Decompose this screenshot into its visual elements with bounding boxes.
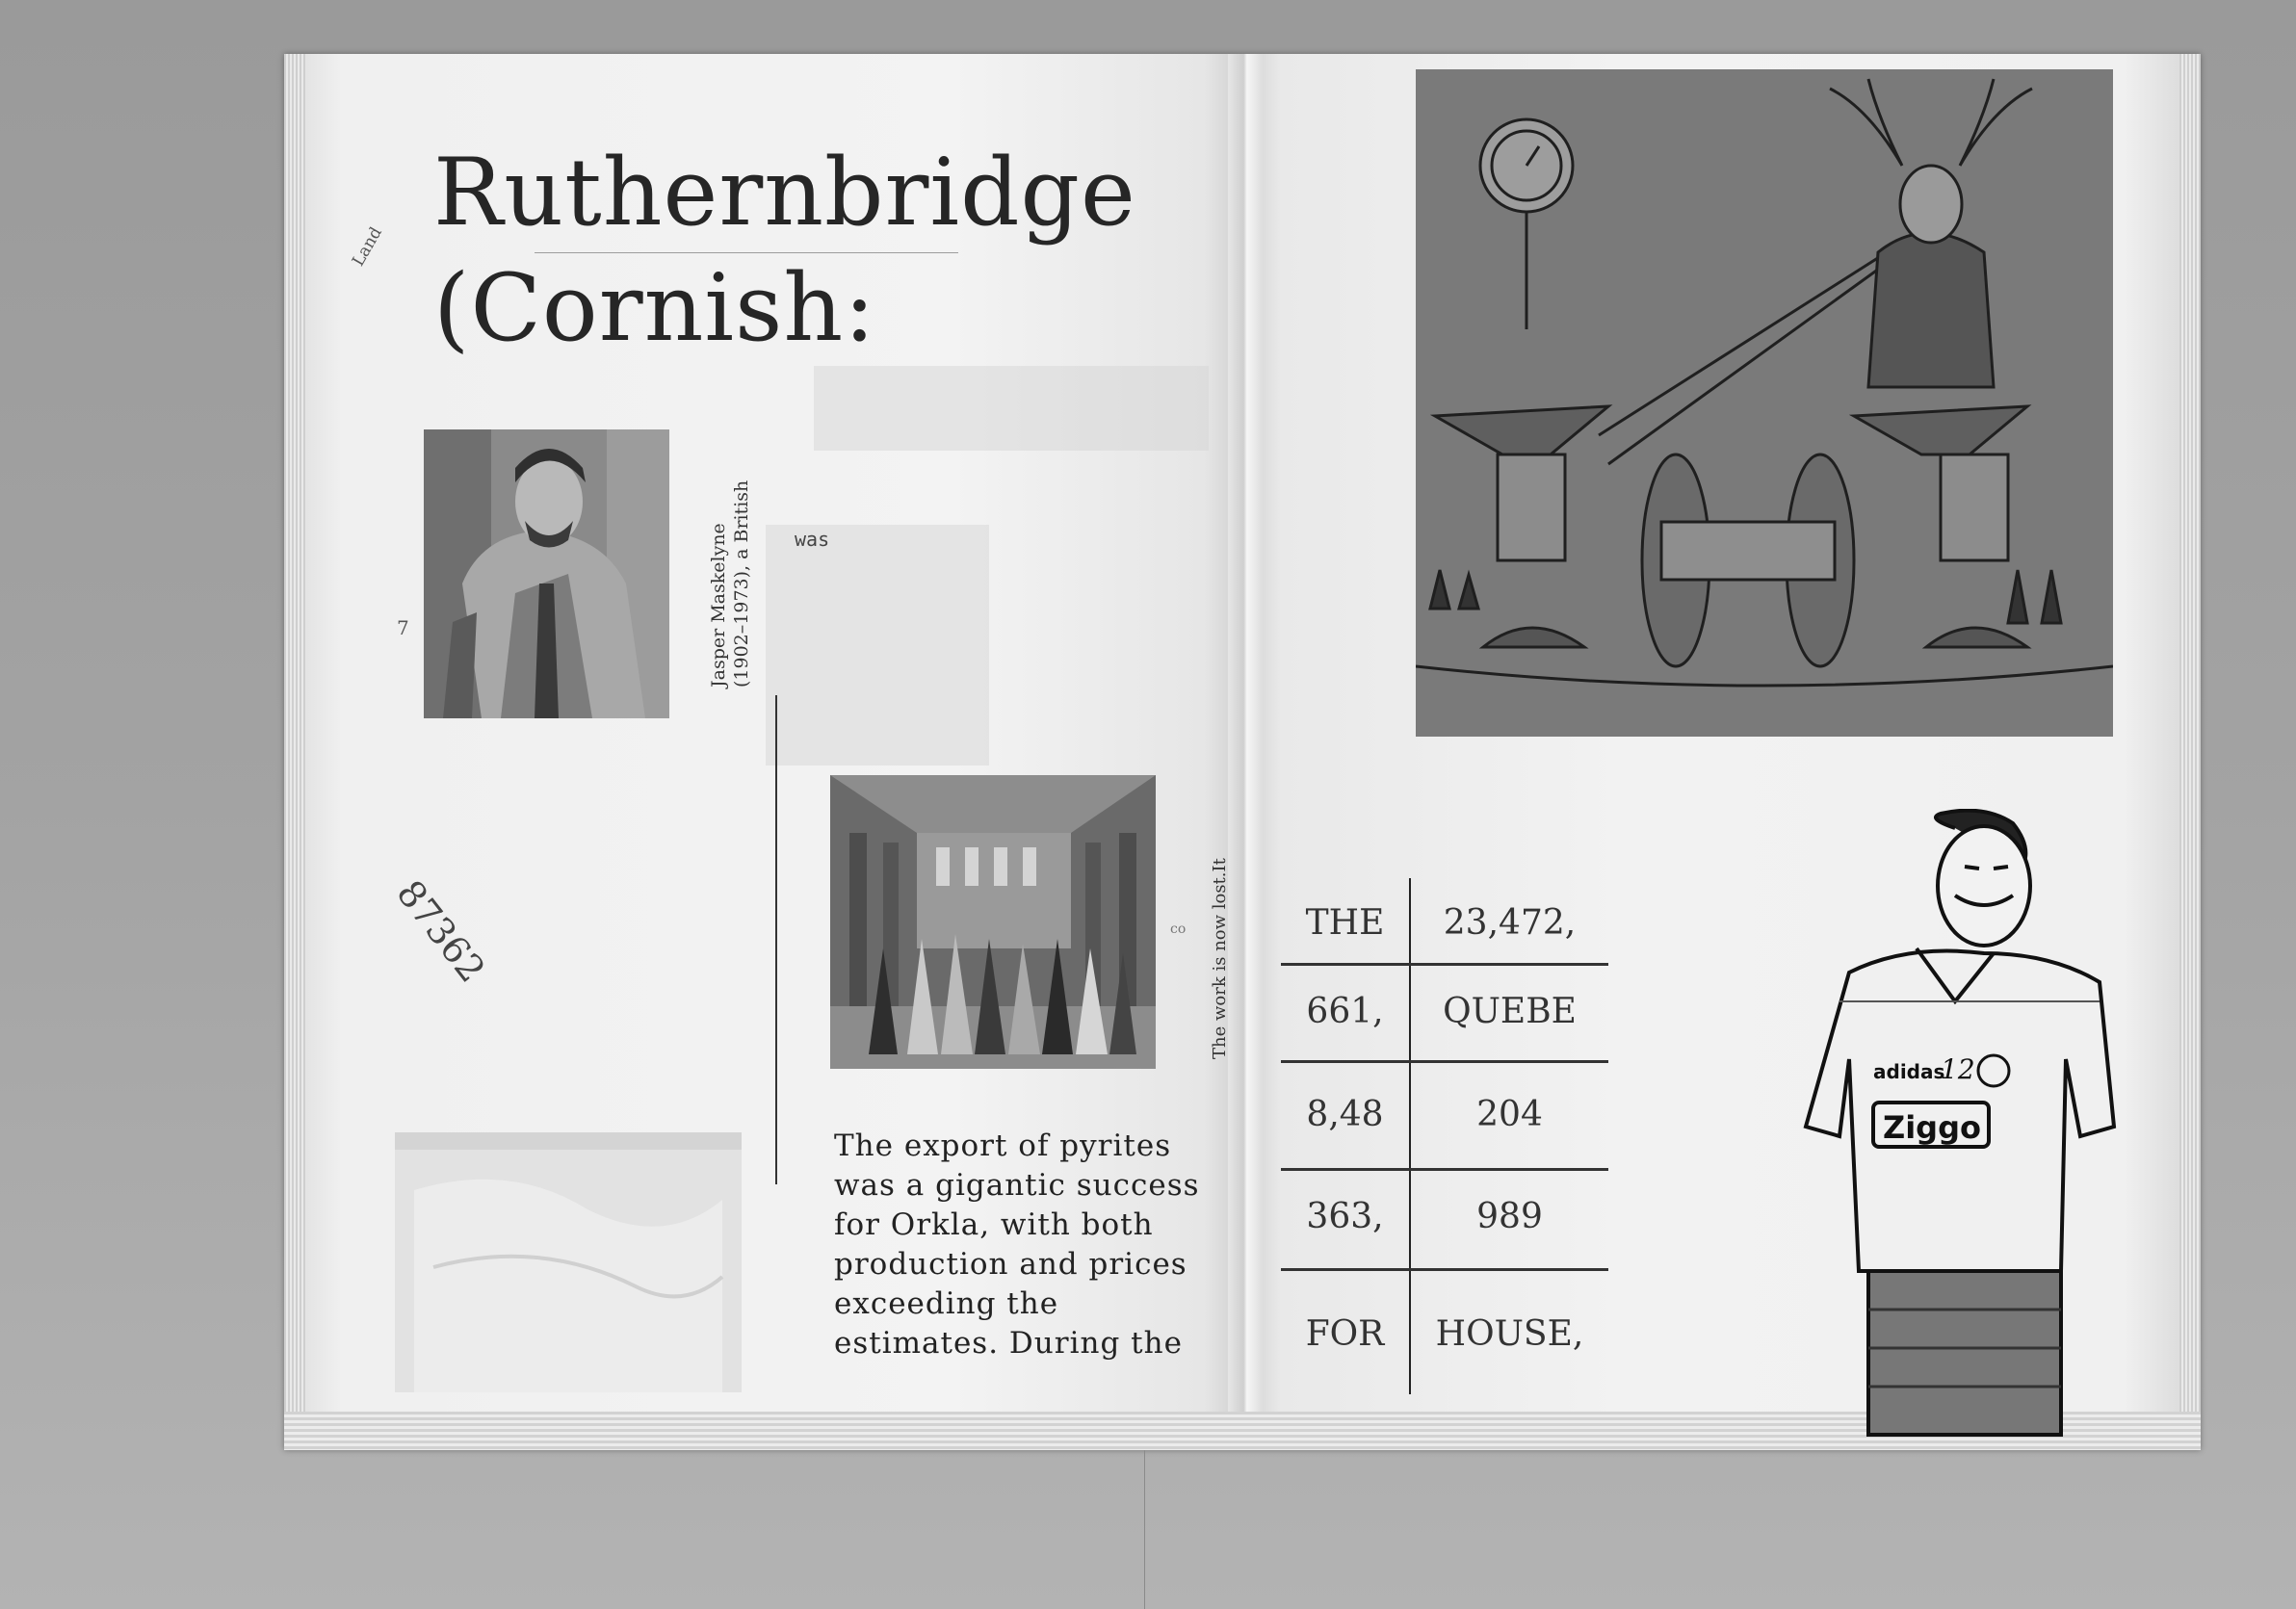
table-cell: QUEBE	[1443, 992, 1577, 1031]
table-cell: HOUSE,	[1435, 1314, 1584, 1354]
side-label: Land	[349, 223, 386, 270]
player-number-text: 12	[1941, 1053, 1975, 1085]
page-stack-edge-left	[284, 54, 305, 1450]
faded-sheet-svg	[395, 1132, 742, 1392]
cathedral-painting-svg	[830, 775, 1156, 1069]
table-cell: 23,472,	[1443, 903, 1577, 943]
table-cell: 204	[1476, 1095, 1543, 1134]
book-spine	[1228, 54, 1263, 1450]
table-cell: FOR	[1305, 1314, 1385, 1354]
vertical-text: The work is now lost.It	[1210, 858, 1230, 1059]
table-row-rule	[1281, 1268, 1608, 1271]
title-rule	[535, 252, 958, 253]
title-line-1: Ruthernbridge	[433, 139, 1136, 247]
body-paragraph: The export of pyrites was a gigantic success for Orkla, with both production and prices exceeding the estimates. During the	[834, 1129, 1200, 1361]
player-sponsor-text: Ziggo	[1883, 1109, 1981, 1146]
portrait-painting-svg	[424, 429, 669, 718]
word-was: was	[795, 528, 830, 551]
column-rule	[775, 695, 777, 1184]
machine-engraving-image	[1416, 69, 2113, 737]
caption-line-1: Jasper Maskelyne	[708, 523, 729, 688]
footballer-sketch-svg	[1734, 809, 2119, 1444]
footballer-image	[1734, 809, 2119, 1444]
faded-sheet-image	[395, 1132, 742, 1392]
cathedral-image	[830, 775, 1156, 1069]
portrait-caption	[707, 480, 753, 688]
title-line-2: (Cornish:	[433, 254, 876, 362]
table-row-rule	[1281, 1168, 1608, 1171]
portrait-image	[424, 429, 669, 718]
caption-line-2: (1902–1973), a British	[731, 480, 752, 688]
table-cell: 661,	[1306, 992, 1384, 1031]
machine-engraving-svg	[1416, 69, 2113, 737]
page-stack-edge-right	[2179, 54, 2201, 1450]
rotated-number: 87362	[388, 872, 494, 991]
figure-number: 7	[397, 616, 409, 639]
word-co: co	[1170, 921, 1187, 937]
table-row-rule	[1281, 963, 1608, 966]
player-brand-text: adidas	[1873, 1060, 1945, 1083]
ghost-block	[814, 366, 1209, 451]
table-cell: 363,	[1306, 1197, 1384, 1236]
table-cell: 989	[1476, 1197, 1543, 1236]
table-row-rule	[1281, 1060, 1608, 1063]
background-line	[1144, 1450, 1145, 1609]
ghost-block	[766, 525, 989, 766]
page-title	[433, 135, 1136, 366]
table-cell: THE	[1305, 903, 1385, 943]
table-cell: 8,48	[1306, 1095, 1384, 1134]
